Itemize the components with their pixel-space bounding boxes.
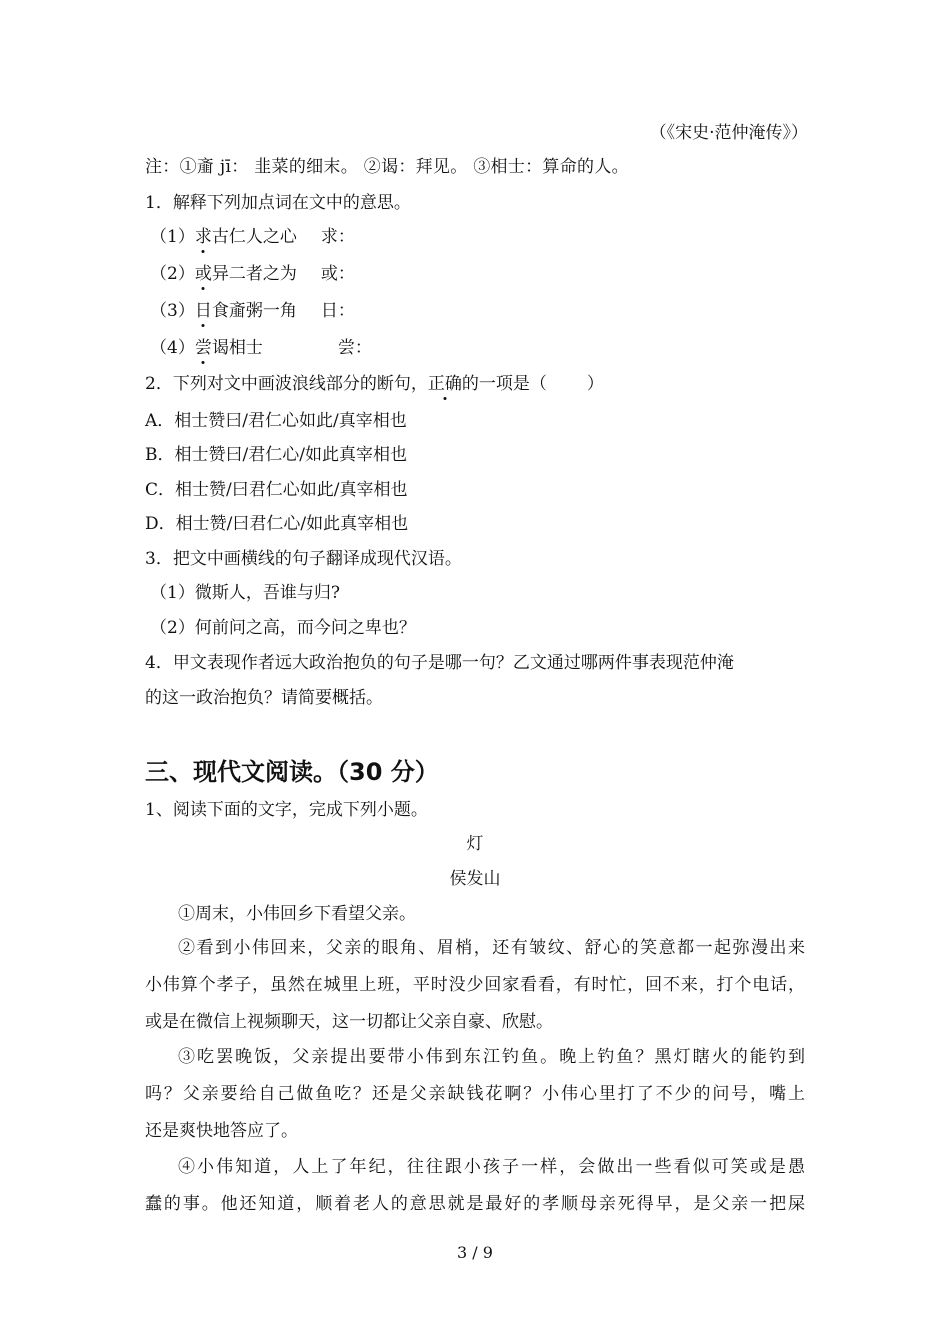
question-4-line-1: 4．甲文表现作者远大政治抱负的句子是哪一句？乙文通过哪两件事表现范仲淹 [145,653,734,673]
annotation-note: 注：①齑 jī： 韭菜的细末。 ②谒：拜见。 ③相士：算命的人。 [145,157,629,177]
paragraph-1: ①周末，小伟回乡下看望父亲。 [178,904,416,924]
paragraph-2-line-2: 小伟算个孝子，虽然在城里上班，平时没少回家看看，有时忙，回不来，打个电话， [145,975,805,995]
question-2-option-a: A．相士赞曰/君仁心如此/真宰相也 [145,411,407,431]
dotted-word: 日 [194,301,212,321]
paragraph-3-line-3: 还是爽快地答应了。 [145,1121,298,1141]
question-1-item-3: （3）日食齑粥一角 日： [150,301,355,321]
question-1-stem: 1．解释下列加点词在文中的意思。 [145,193,411,213]
page-number: 3 / 9 [457,1243,493,1262]
question-1-item-2: （2）或异二者之为 或： [150,264,355,284]
source-citation: （《宋史·范仲淹传》） [649,123,808,143]
paragraph-3-line-1: ③吃罢晚饭，父亲提出要带小伟到东江钓鱼。晚上钓鱼？黑灯瞎火的能钓到 [178,1047,805,1067]
question-1-item-4: （4）尝谒相士 尝： [150,338,372,358]
dotted-word: 正确 [427,374,462,394]
paragraph-2-line-1: ②看到小伟回来，父亲的眼角、眉梢，还有皱纹、舒心的笑意都一起弥漫出来 [178,938,805,958]
reading-intro: 1、阅读下面的文字，完成下列小题。 [145,800,428,820]
passage-author: 侯发山 [449,869,501,889]
question-2-option-b: B．相士赞曰/君仁心/如此真宰相也 [145,445,407,465]
question-3-item-2: （2）何前问之高，而今问之卑也？ [150,618,416,638]
section-heading: 三、现代文阅读。（30 分） [145,758,439,786]
question-3-item-1: （1）微斯人，吾谁与归? [150,583,340,603]
question-2-option-d: D．相士赞/曰君仁心/如此真宰相也 [145,514,409,534]
question-1-item-1: （1）求古仁人之心 求： [150,227,355,247]
question-4-line-2: 的这一政治抱负？请简要概括。 [145,688,383,708]
passage-title: 灯 [466,834,484,854]
dotted-word: 求 [194,227,212,247]
dotted-word: 尝 [194,338,212,358]
paragraph-3-line-2: 吗？父亲要给自己做鱼吃？还是父亲缺钱花啊？小伟心里打了不少的问号，嘴上 [145,1084,805,1104]
paragraph-4-line-2: 蠢的事。他还知道，顺着老人的意思就是最好的孝顺母亲死得早，是父亲一把屎 [145,1194,805,1214]
question-2-stem: 2．下列对文中画波浪线部分的断句，正确的一项是（ ） [145,374,604,394]
question-2-option-c: C．相士赞/曰君仁心如此/真宰相也 [145,480,408,500]
question-3-stem: 3．把文中画横线的句子翻译成现代汉语。 [145,549,462,569]
paragraph-4-line-1: ④小伟知道，人上了年纪，往往跟小孩子一样，会做出一些看似可笑或是愚 [178,1157,805,1177]
dotted-word: 或 [194,264,212,284]
paragraph-2-line-3: 或是在微信上视频聊天，这一切都让父亲自豪、欣慰。 [145,1012,553,1032]
